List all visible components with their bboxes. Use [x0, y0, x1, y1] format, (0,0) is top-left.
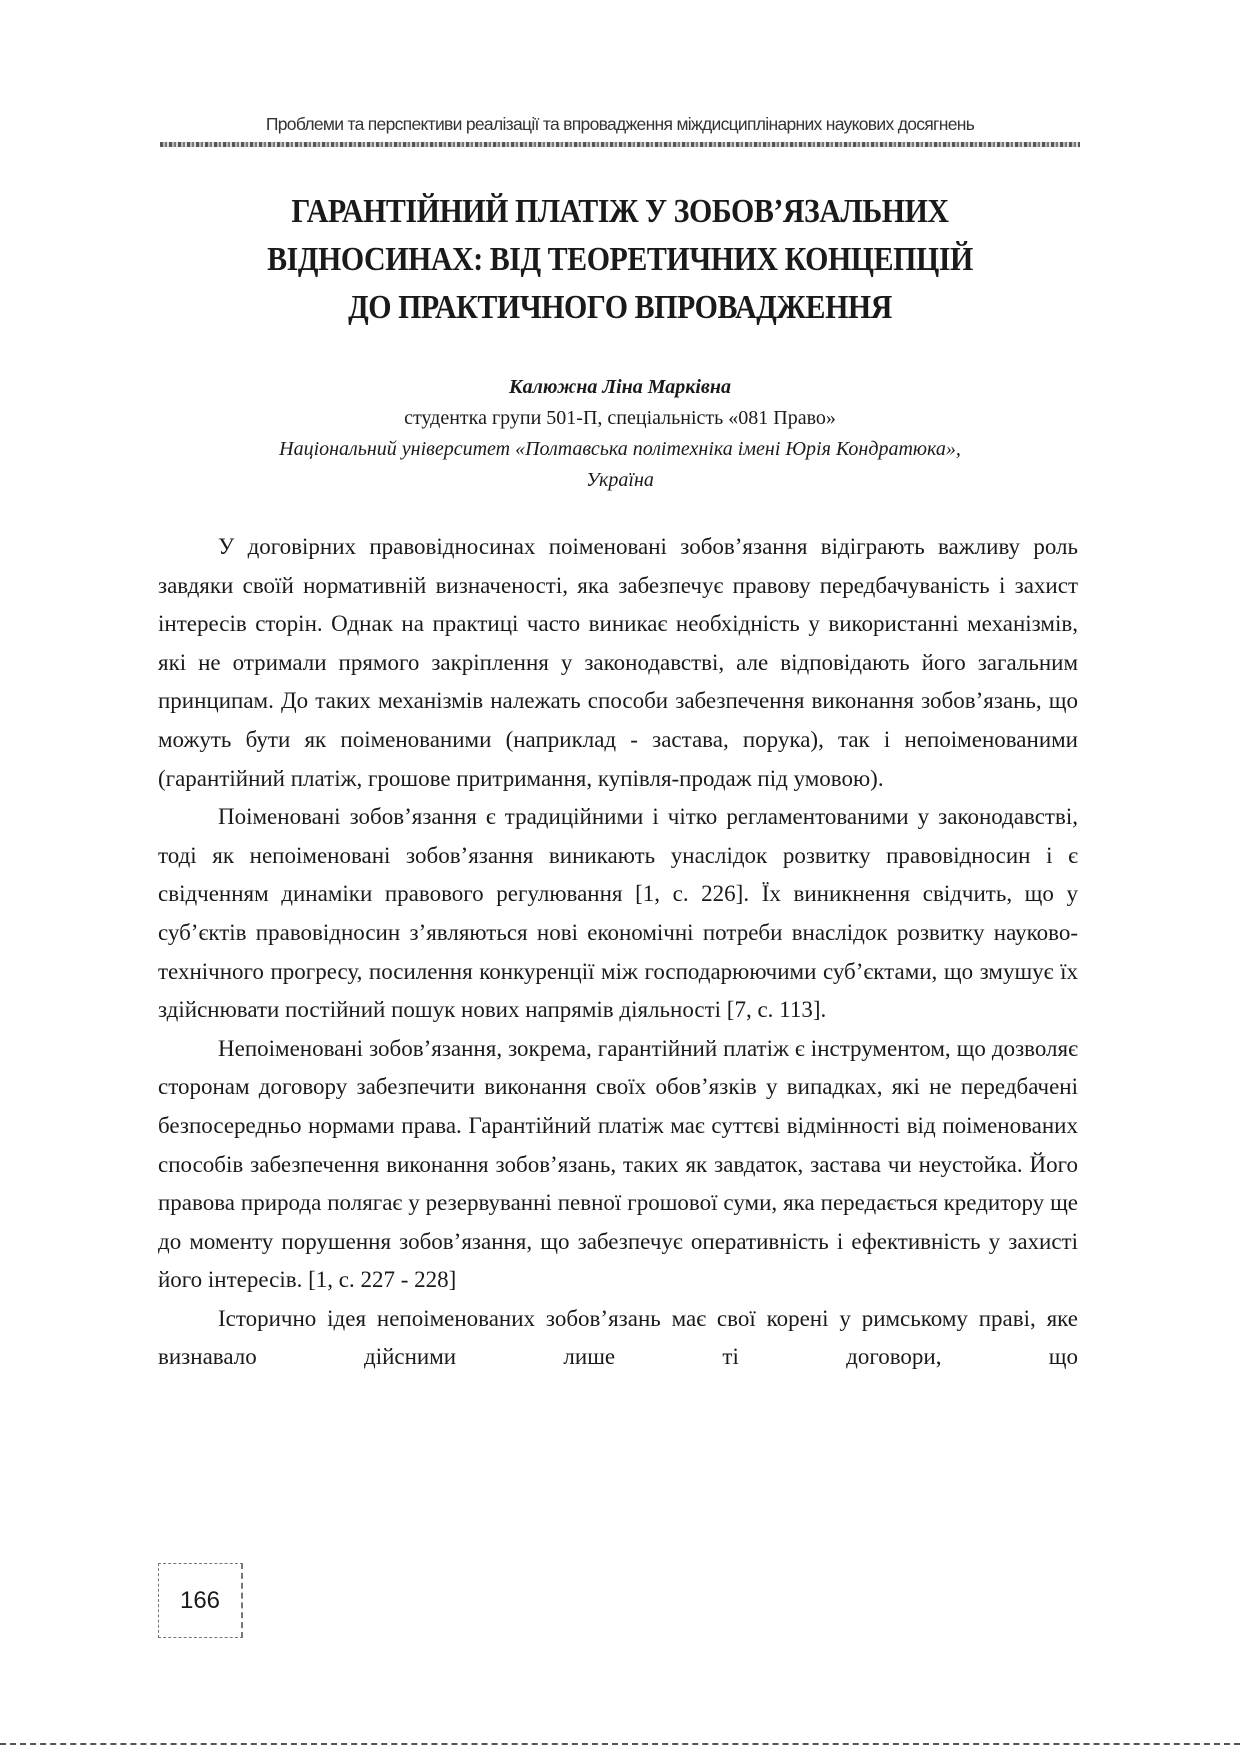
title-line: ДО ПРАКТИЧНОГО ВПРОВАДЖЕННЯ	[348, 289, 892, 326]
article-title	[215, 188, 1025, 332]
header-divider	[160, 142, 1080, 147]
author-affiliation: Національний університет «Полтавська політехніка імені Юрія Кондратюка»,	[279, 438, 961, 460]
author-position: студентка групи 501-П, спеціальність «081 Право»	[404, 407, 836, 429]
article-body	[158, 528, 1078, 1377]
paragraph: Поіменовані зобов’язання є традиційними і чітко регламентованими у законодавстві, тоді як непоіменовані зобов’язання виникають унаслідок розвитку правовідносин і є свідченням динаміки правового регулювання [1, с. 226]. Їх виникнення свідчить, що у суб’єктів правовідносин з’являються нові економічні потреби внаслідок розвитку науково-технічного прогресу, посилення конкуренції між господарюючими суб’єктами, що змушує їх здійснювати постійний пошук нових напрямів діяльності [7, с. 113].	[158, 804, 1078, 1023]
bottom-divider	[0, 1743, 1240, 1745]
title-line: ВІДНОСИНАХ: ВІД ТЕОРЕТИЧНИХ КОНЦЕПЦІЙ	[267, 241, 973, 278]
paragraph: Непоіменовані зобов’язання, зокрема, гарантійний платіж є інструментом, що дозволяє сторонам договору забезпечити виконання своїх обов’язків у випадках, які не передбачені безпосередньо нормами права. Гарантійний платіж має суттєві відмінності від поіменованих способів забезпечення виконання зобов’язань, таких як завдаток, застава чи неустойка. Його правова природа полягає у резервуванні певної грошової суми, яка передається кредитору ще до моменту порушення зобов’язання, що забезпечує оперативність і ефективність у захисті його інтересів. [1, с. 227 - 228]	[158, 1035, 1078, 1293]
paragraph: Історично ідея непоіменованих зобов’язань має свої корені у римському праві, яке визнавало дійсними лише ті договори, що	[158, 1305, 1078, 1370]
author-country: Україна	[586, 469, 654, 491]
author-name: Калюжна Ліна Марківна	[509, 376, 731, 398]
page-number: 166	[158, 1563, 243, 1638]
author-block	[160, 372, 1080, 496]
paragraph: У договірних правовідносинах поіменовані зобов’язання відіграють важливу роль завдяки своїй нормативній визначеності, яка забезпечує правову передбачуваність і захист інтересів сторін. Однак на практиці часто виникає необхідність у використанні механізмів, які не отримали прямого закріплення у законодавстві, але відповідають його загальним принципам. До таких механізмів належать способи забезпечення виконання зобов’язань, що можуть бути як поіменованими (наприклад - застава, порука), так і непоіменованими (гарантійний платіж, грошове притримання, купівля-продаж під умовою).	[158, 534, 1078, 791]
running-header: Проблеми та перспективи реалізації та впровадження міждисциплінарних наукових досягнень	[265, 114, 975, 134]
title-line: ГАРАНТІЙНИЙ ПЛАТІЖ У ЗОБОВ’ЯЗАЛЬНИХ	[291, 193, 949, 230]
